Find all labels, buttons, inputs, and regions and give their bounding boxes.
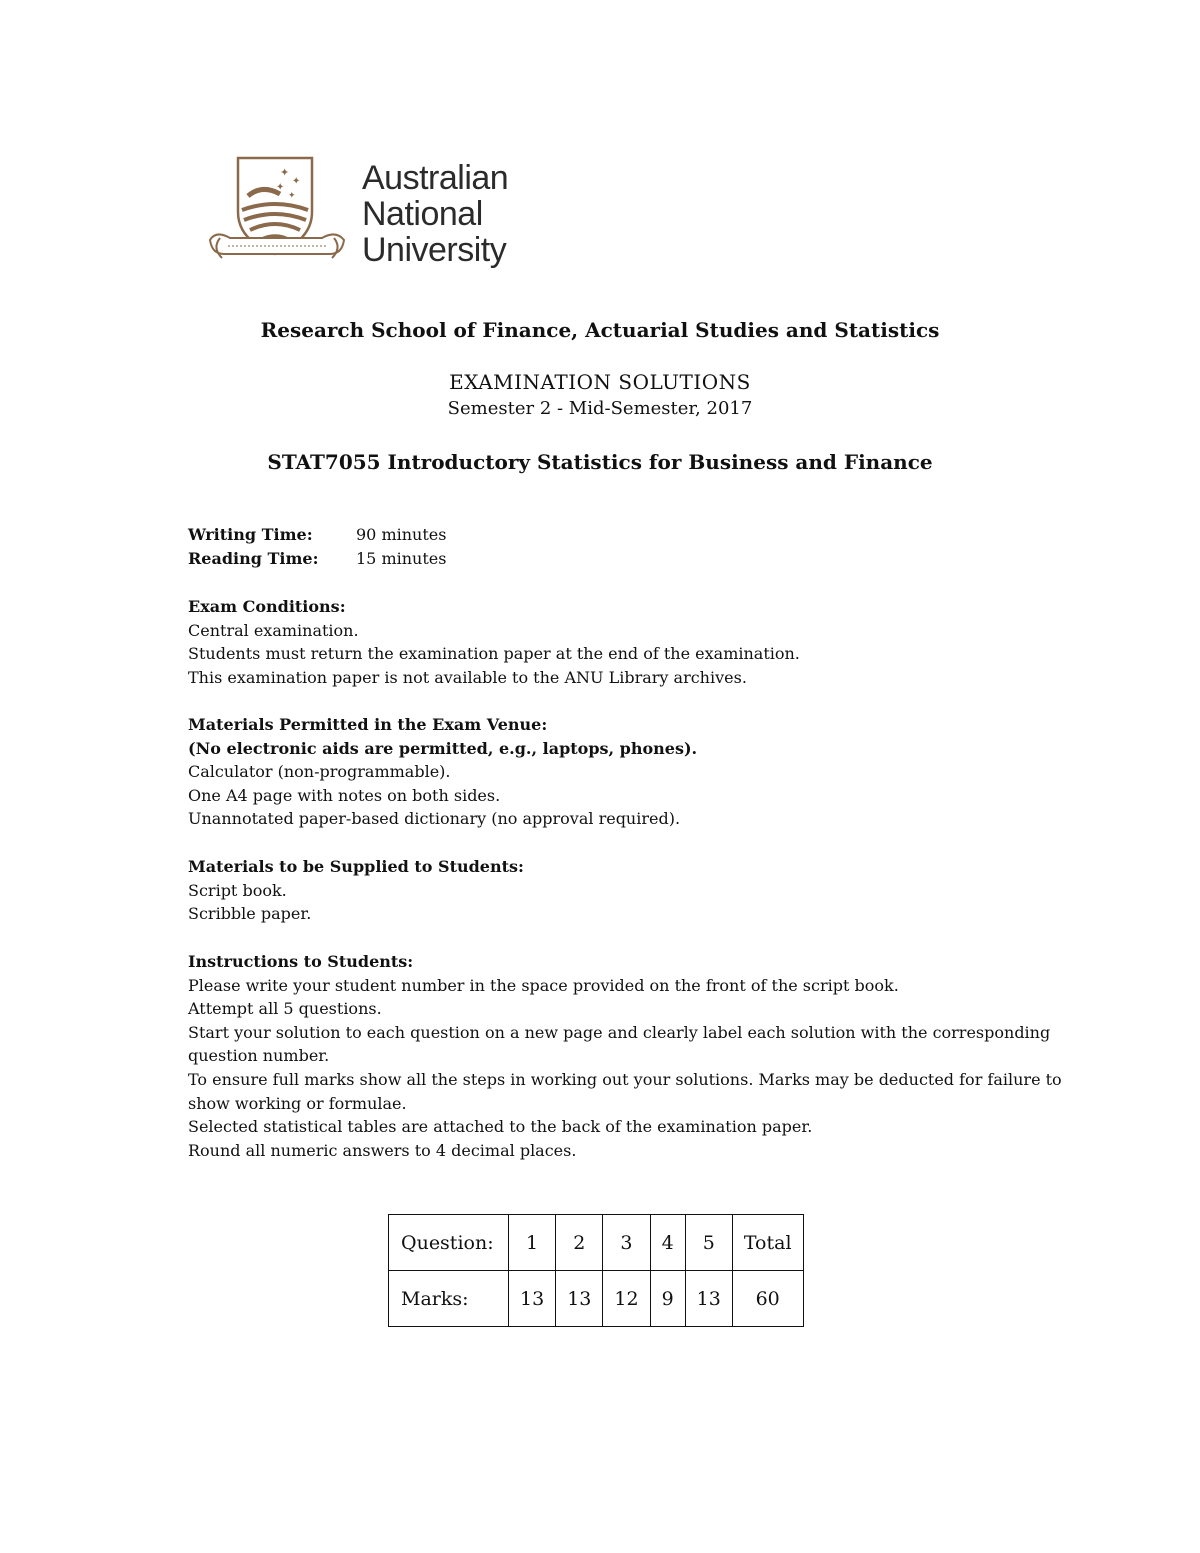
instructions-line: Please write your student number in the space provided on the front of the script book. xyxy=(188,975,899,995)
question-label: Question: xyxy=(389,1215,509,1271)
instructions-line: To ensure full marks show all the steps in working out your solutions. Marks may be deducted for failure to show working or formulae. xyxy=(188,1069,1062,1113)
materials-line: Calculator (non-programmable). xyxy=(188,762,451,782)
conditions-line: This examination paper is not available to the ANU Library archives. xyxy=(188,667,747,687)
materials-line: One A4 page with notes on both sides. xyxy=(188,785,501,805)
marks-cell: 13 xyxy=(556,1271,603,1327)
question-cell: 1 xyxy=(509,1215,556,1271)
materials-line: Unannotated paper-based dictionary (no approval required). xyxy=(188,809,681,829)
question-cell: 5 xyxy=(685,1215,732,1271)
svg-text:✦: ✦ xyxy=(292,176,301,187)
anu-logo xyxy=(206,154,536,272)
exam-conditions xyxy=(188,595,1088,689)
instructions-line: Start your solution to each question on a new page and clearly label each solution with the corresponding question number. xyxy=(188,1022,1051,1066)
question-cell: 3 xyxy=(603,1215,650,1271)
supplied-heading: Materials to be Supplied to Students: xyxy=(188,857,524,876)
school-name: Research School of Finance, Actuarial Studies and Statistics xyxy=(260,318,940,342)
supplied-line: Scribble paper. xyxy=(188,904,312,924)
marks-cell: 13 xyxy=(509,1271,556,1327)
writing-time-row xyxy=(188,523,1088,547)
marks-cell: 9 xyxy=(650,1271,685,1327)
question-cell: 2 xyxy=(556,1215,603,1271)
marks-label: Marks: xyxy=(389,1271,509,1327)
anu-crest-icon xyxy=(206,154,356,272)
marks-cell: 60 xyxy=(732,1271,803,1327)
marks-table xyxy=(388,1214,804,1327)
writing-time-value: 90 minutes xyxy=(356,525,447,544)
exam-times xyxy=(188,523,1088,570)
course-title: STAT7055 Introductory Statistics for Business and Finance xyxy=(267,450,933,474)
reading-time-value: 15 minutes xyxy=(356,548,447,568)
instructions-heading: Instructions to Students: xyxy=(188,952,414,971)
semester: Semester 2 - Mid-Semester, 2017 xyxy=(447,398,753,419)
conditions-heading: Exam Conditions: xyxy=(188,597,346,616)
conditions-line: Students must return the examination paper at the end of the examination. xyxy=(188,644,800,664)
logo-wordmark xyxy=(362,160,508,268)
instructions-line: Selected statistical tables are attached to the back of the examination paper. xyxy=(188,1117,813,1137)
conditions-line: Central examination. xyxy=(188,620,359,640)
question-cell: 4 xyxy=(650,1215,685,1271)
reading-time-label: Reading Time: xyxy=(188,548,319,568)
logo-line-1: Australian xyxy=(362,159,509,197)
table-row xyxy=(389,1215,804,1271)
svg-text:✦: ✦ xyxy=(280,166,290,179)
instructions-line: Round all numeric answers to 4 decimal places. xyxy=(188,1140,577,1160)
marks-cell: 12 xyxy=(603,1271,650,1327)
svg-text:✦: ✦ xyxy=(276,182,285,193)
logo-line-2: National xyxy=(362,195,483,233)
instructions xyxy=(188,950,1088,1162)
marks-cell: 13 xyxy=(685,1271,732,1327)
instructions-line: Attempt all 5 questions. xyxy=(188,999,382,1019)
svg-text:✦: ✦ xyxy=(288,191,296,201)
materials-supplied xyxy=(188,855,1088,926)
table-row xyxy=(389,1271,804,1327)
exam-title: EXAMINATION SOLUTIONS xyxy=(449,370,751,394)
materials-note: (No electronic aids are permitted, e.g., laptops, phones). xyxy=(188,738,698,758)
writing-time-label: Writing Time: xyxy=(188,525,313,544)
question-cell: Total xyxy=(732,1215,803,1271)
reading-time-row xyxy=(188,547,1088,571)
materials-heading: Materials Permitted in the Exam Venue: xyxy=(188,715,548,734)
materials-permitted xyxy=(188,713,1088,831)
supplied-line: Script book. xyxy=(188,880,287,900)
logo-line-3: University xyxy=(362,231,507,269)
